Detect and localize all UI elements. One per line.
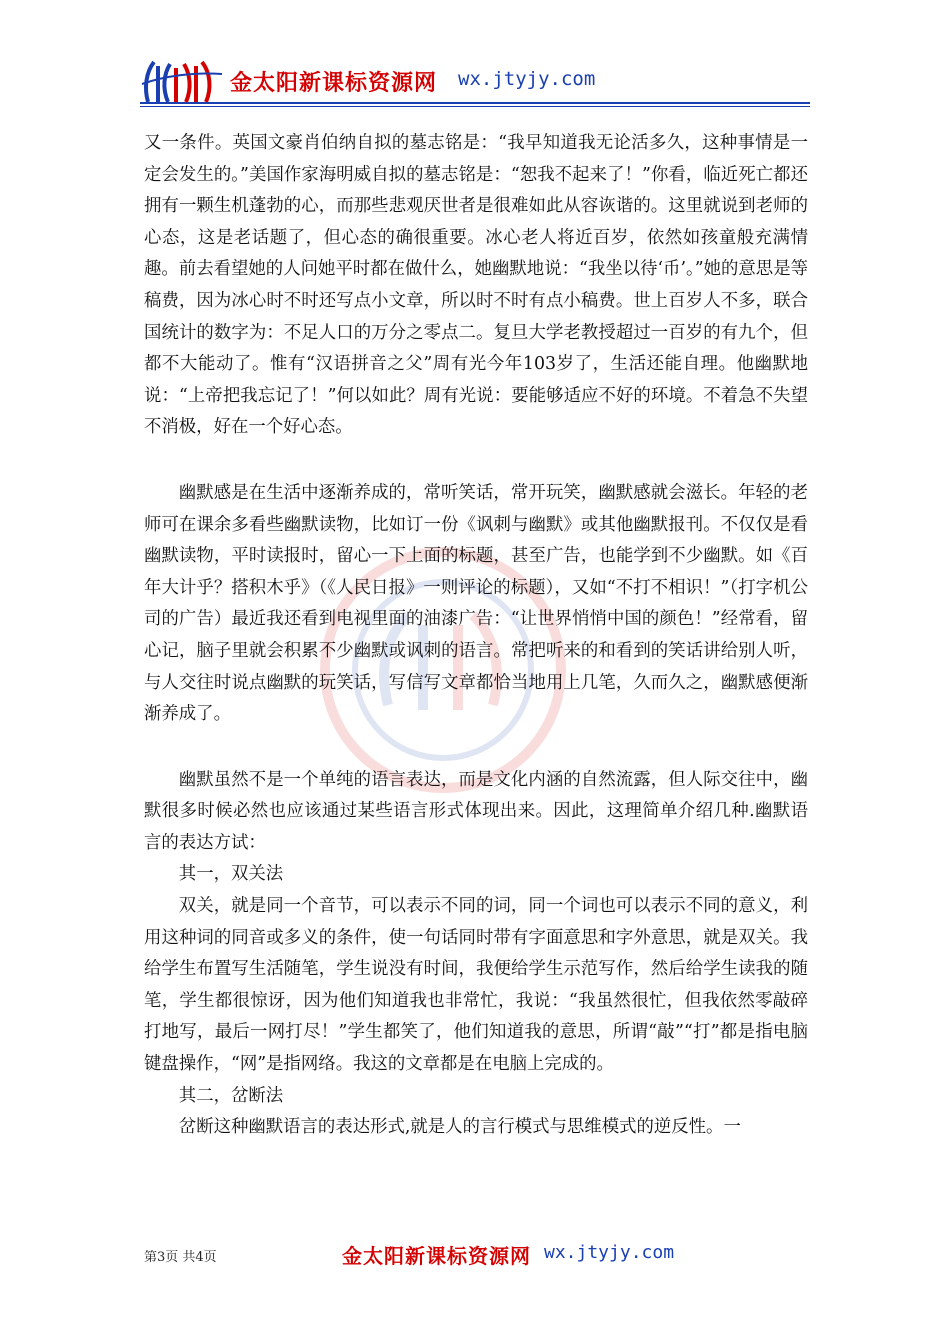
- logo-icon: [140, 58, 224, 104]
- section-heading-2: 其二，岔断法: [178, 1085, 284, 1106]
- page-header: [140, 58, 810, 110]
- paragraph-3: 幽默虽然不是一个单纯的语言表达，而是文化内涵的自然流露，但人际交往中，幽默很多时候必然也应该通过某些语言形式体现出来。因此，这理简单介绍几种.幽默语言的表达方试：: [144, 769, 808, 853]
- footer-brand: 金太阳新课标资源网: [342, 1244, 531, 1268]
- paragraph-2: 幽默感是在生活中逐渐养成的，常听笑话，常开玩笑，幽默感就会滋长。年轻的老师可在课余多看些幽默读物，比如订一份《讽刺与幽默》或其他幽默报刊。不仅仅是看幽默读物，平时读报时，留心一下上面的标题，甚至广告，也能学到不少幽默。如《百年大计乎？搭积木乎》（《人民日报》一则评论的标题），又如“不打不相识！”（打字机公司的广告）最近我还看到电视里面的油漆广告：“让世界悄悄中国的颜色！”经常看，留心记，脑子里就会积累不少幽默或讽刺的语言。常把听来的和看到的笑话讲给别人听，与人交往时说点幽默的玩笑话，写信写文章都恰当地用上几笔，久而久之，幽默感便渐渐养成了。: [144, 482, 808, 725]
- header-divider: [140, 102, 810, 104]
- paragraph-4: 双关，就是同一个音节，可以表示不同的词，同一个词也可以表示不同的意义，利用这种词的同音或多义的条件，使一句话同时带有字面意思和字外意思，就是双关。我给学生布置写生活随笔，学生说没有时间，我便给学生示范写作，然后给学生读我的随笔，学生都很惊讶，因为他们知道我也非常忙，我说：“我虽然很忙，但我依然零敲碎打地写，最后一网打尽！”学生都笑了，他们知道我的意思，所谓“敲”“打”都是指电脑键盘操作，“网”是指网络。我这的文章都是在电脑上完成的。: [144, 896, 808, 1075]
- page-footer: [144, 1240, 808, 1268]
- paragraph-5: 岔断这种幽默语言的表达形式,就是人的言行模式与思维模式的逆反性。一: [178, 1117, 741, 1138]
- header-site-url[interactable]: wx.jtyjy.com: [458, 68, 596, 90]
- page-number: 第3页 共4页: [144, 1250, 217, 1265]
- footer-site-url[interactable]: wx.jtyjy.com: [544, 1242, 675, 1263]
- paragraph-1: 又一条件。英国文豪肖伯纳自拟的墓志铭是：“我早知道我无论活多久，这种事情是一定会发生的。”美国作家海明威自拟的墓志铭是：“恕我不起来了！”你看，临近死亡都还拥有一颗生机蓬勃的心，而那些悲观厌世者是很难如此从容诙谐的。这里就说到老师的心态，这是老话题了，但心态的确很重要。冰心老人将近百岁，依然如孩童般充满情趣。前去看望她的人问她平时都在做什么，她幽默地说：“我坐以待‘币’。”她的意思是等稿费，因为冰心时不时还写点小文章，所以时不时有点小稿费。世上百岁人不多，联合国统计的数字为：不足人口的万分之零点二。复旦大学老教授超过一百岁的有九个，但都不大能动了。惟有“汉语拼音之父”周有光今年103岁了，生活还能自理。他幽默地说：“上帝把我忘记了！”何以如此？周有光说：要能够适应不好的环境。不着急不失望不消极，好在一个好心态。: [144, 133, 808, 438]
- header-brand: 金太阳新课标资源网: [230, 71, 438, 96]
- section-heading-1: 其一，双关法: [178, 864, 284, 885]
- header-divider-thin: [140, 106, 810, 107]
- document-body: [144, 128, 808, 1144]
